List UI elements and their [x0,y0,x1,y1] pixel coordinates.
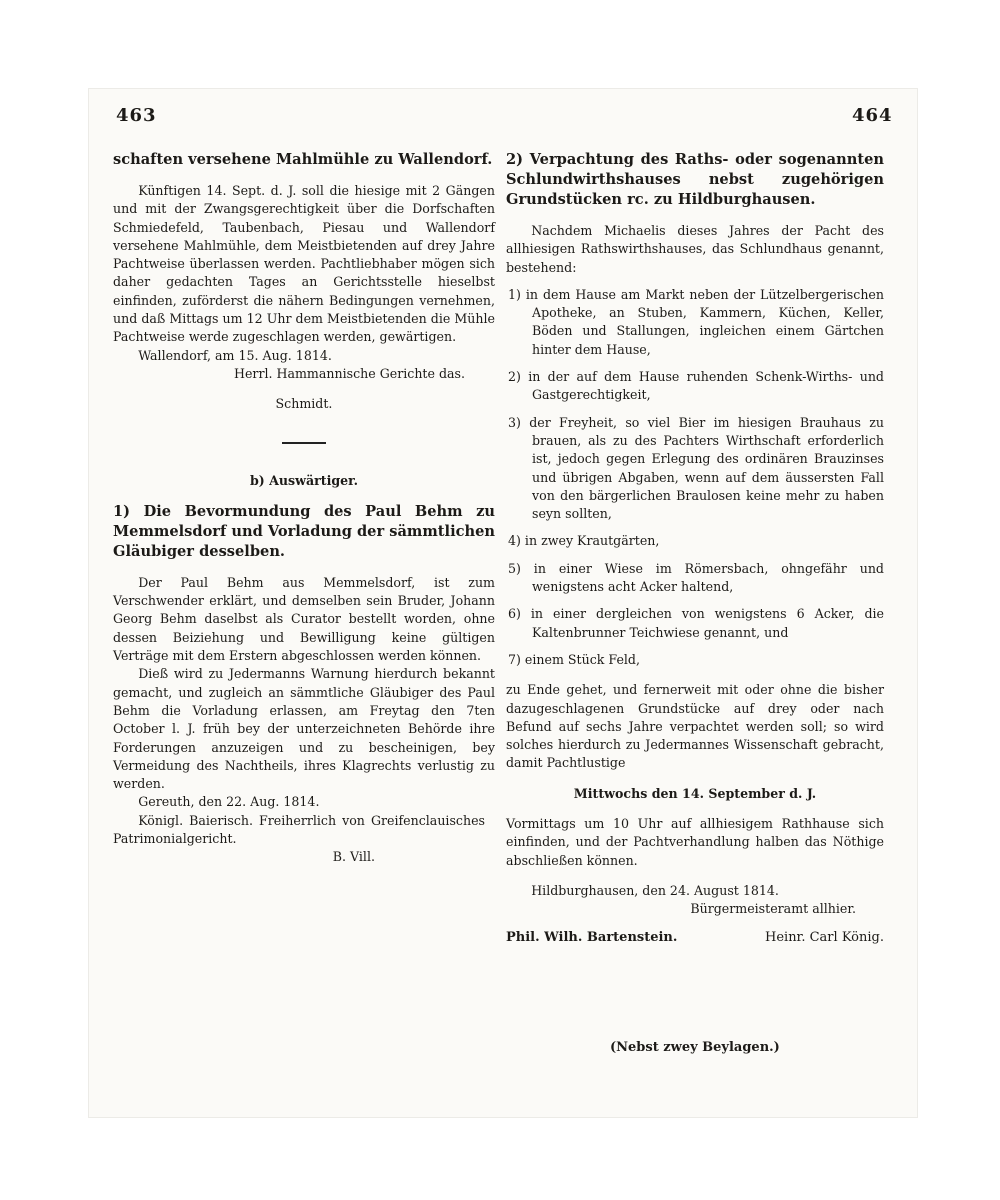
notice-lease-authority: Bürgermeisteramt allhier. [690,901,856,917]
notice-guardianship-signer: B. Vill. [332,849,375,865]
signer-koenig: Heinr. Carl König. [765,929,884,945]
lease-item: 5) in einer Wiese im Römersbach, ohngefähr und wenigstens acht Acker haltend, [508,560,884,595]
notice-mill-authority: Herrl. Hammannische Gerichte das. [233,365,465,381]
notice-mill-body: Künftigen 14. Sept. d. J. soll die hiesige mit 2 Gängen und mit der Zwangsgerechtigkeit über die Dorfschaften Schmiedefeld, Taubenbach, Piesau und Wallendorf versehene Mahlmühle, dem Meistbietenden auf drey Jahre Pachtweise überlassen werden. Pachtliebhaber mögen sich daher gedachten Tages an Gerichtsstelle hieselbst einfinden, zuförderst die nähern Bedingungen vernehmen, und daß Mittags um 12 Uhr dem Meistbietenden die Mühle Pachtweise werde zugeschlagen werden, gewärtigen. [113,183,495,345]
lease-item: 2) in der auf dem Hause ruhenden Schenk-Wirths- und Gastgerechtigkeit, [508,369,884,403]
notice-lease-continuation: zu Ende gehet, und fernerweit mit oder ohne die bisher dazugeschlagenen Grundstücke auf drey oder nach Befund auf sechs Jahre verpachtet werden soll; so wird solches hierdurch zu Jedermannes Wissenschaft gebracht, damit Pachtlustige [506,682,884,771]
signer-bartenstein: Phil. Wilh. Bartenstein. [506,929,678,945]
lease-item: 7) einem Stück Feld, [508,651,641,667]
notice-lease-signatures [506,929,884,947]
notice-guardianship-para1: Der Paul Behm aus Memmelsdorf, ist zum Verschwender erklärt, und demselben sein Bruder, Johann Georg Behm daselbst als Curator bestellt worden, ohne dessen Beiziehung und Bewilligung keine gültigen Verträge mit dem Erstern abgeschlossen werden können. [113,574,495,664]
notice-lease-date-line: Mittwochs den 14. September d. J. [573,785,817,801]
page-number-left: 463 [116,105,157,126]
notice-guardianship-authority: Königl. Baierisch. Freiherrlich von Greifenclauisches Patrimonialgericht. [113,812,485,847]
lease-item: 1) in dem Hause am Markt neben der Lützelbergerischen Apotheke, an Stuben, Kammern, Küchen, Keller, Böden und Stallungen, ingleichen einem Gärtchen hinter dem Hause, [508,286,884,357]
lease-item: 4) in zwey Krautgärten, [508,533,660,549]
notice-mill-heading: schaften versehene Mahlmühle zu Wallendorf. [113,151,493,168]
page-number-right: 464 [852,105,893,126]
notice-guardianship-place-date: Gereuth, den 22. Aug. 1814. [138,794,320,810]
notice-guardianship-heading: 1) Die Bevormundung des Paul Behm zu Memmelsdorf und Vorladung der sämmtlichen Gläubiger desselben. [113,502,496,560]
lease-item: 3) der Freyheit, so viel Bier im hiesigen Brauhaus zu brauen, als zu des Pachters Wirthschaft erforderlich ist, jedoch gegen Erlegung des ordinären Brauzinses und übrigen Abgaben, wenn auf dem äussersten Fall von den bärgerlichen Braulosen keine mehr zu haben seyn sollten, [508,414,884,522]
notice-lease-closing: Vormittags um 10 Uhr auf allhiesigem Rathhause sich einfinden, und der Pachtverhandlung halben das Nöthige abschließen können. [506,816,884,868]
notice-lease-heading: 2) Verpachtung des Raths- oder sogenannten Schlundwirthshauses nebst zugehörigen Grundstücken rc. zu Hildburghausen. [506,151,884,208]
lease-item: 6) in einer dergleichen von wenigstens 6 Acker, die Kaltenbrunner Teichwiese genannt, und [508,606,884,640]
section-heading-auswaertiger: b) Auswärtiger. [249,472,359,488]
notice-lease-intro: Nachdem Michaelis dieses Jahres der Pacht des allhiesigen Rathswirthshauses, das Schlundhaus genannt, bestehend: [506,223,884,275]
notice-lease-place-date: Hildburghausen, den 24. August 1814. [531,882,779,898]
notice-mill-signer: Schmidt. [275,396,333,412]
section-divider [282,442,326,444]
supplements-note: (Nebst zwey Beylagen.) [610,1040,780,1055]
notice-mill-place-date: Wallendorf, am 15. Aug. 1814. [138,347,332,363]
right-column [506,150,884,947]
left-column [113,150,495,867]
notice-guardianship-para2: Dieß wird zu Jedermanns Warnung hierdurch bekannt gemacht, und zugleich an sämmtliche Gläubiger des Paul Behm die Vorladung erlassen, am Freytag den 7ten October l. J. früh bey der unterzeichneten Behörde ihre Forderungen anzuzeigen und zu bescheinigen, bey Vermeidung des Nachtheils, ihres Klagrechts verlustig zu werden. [113,666,495,792]
